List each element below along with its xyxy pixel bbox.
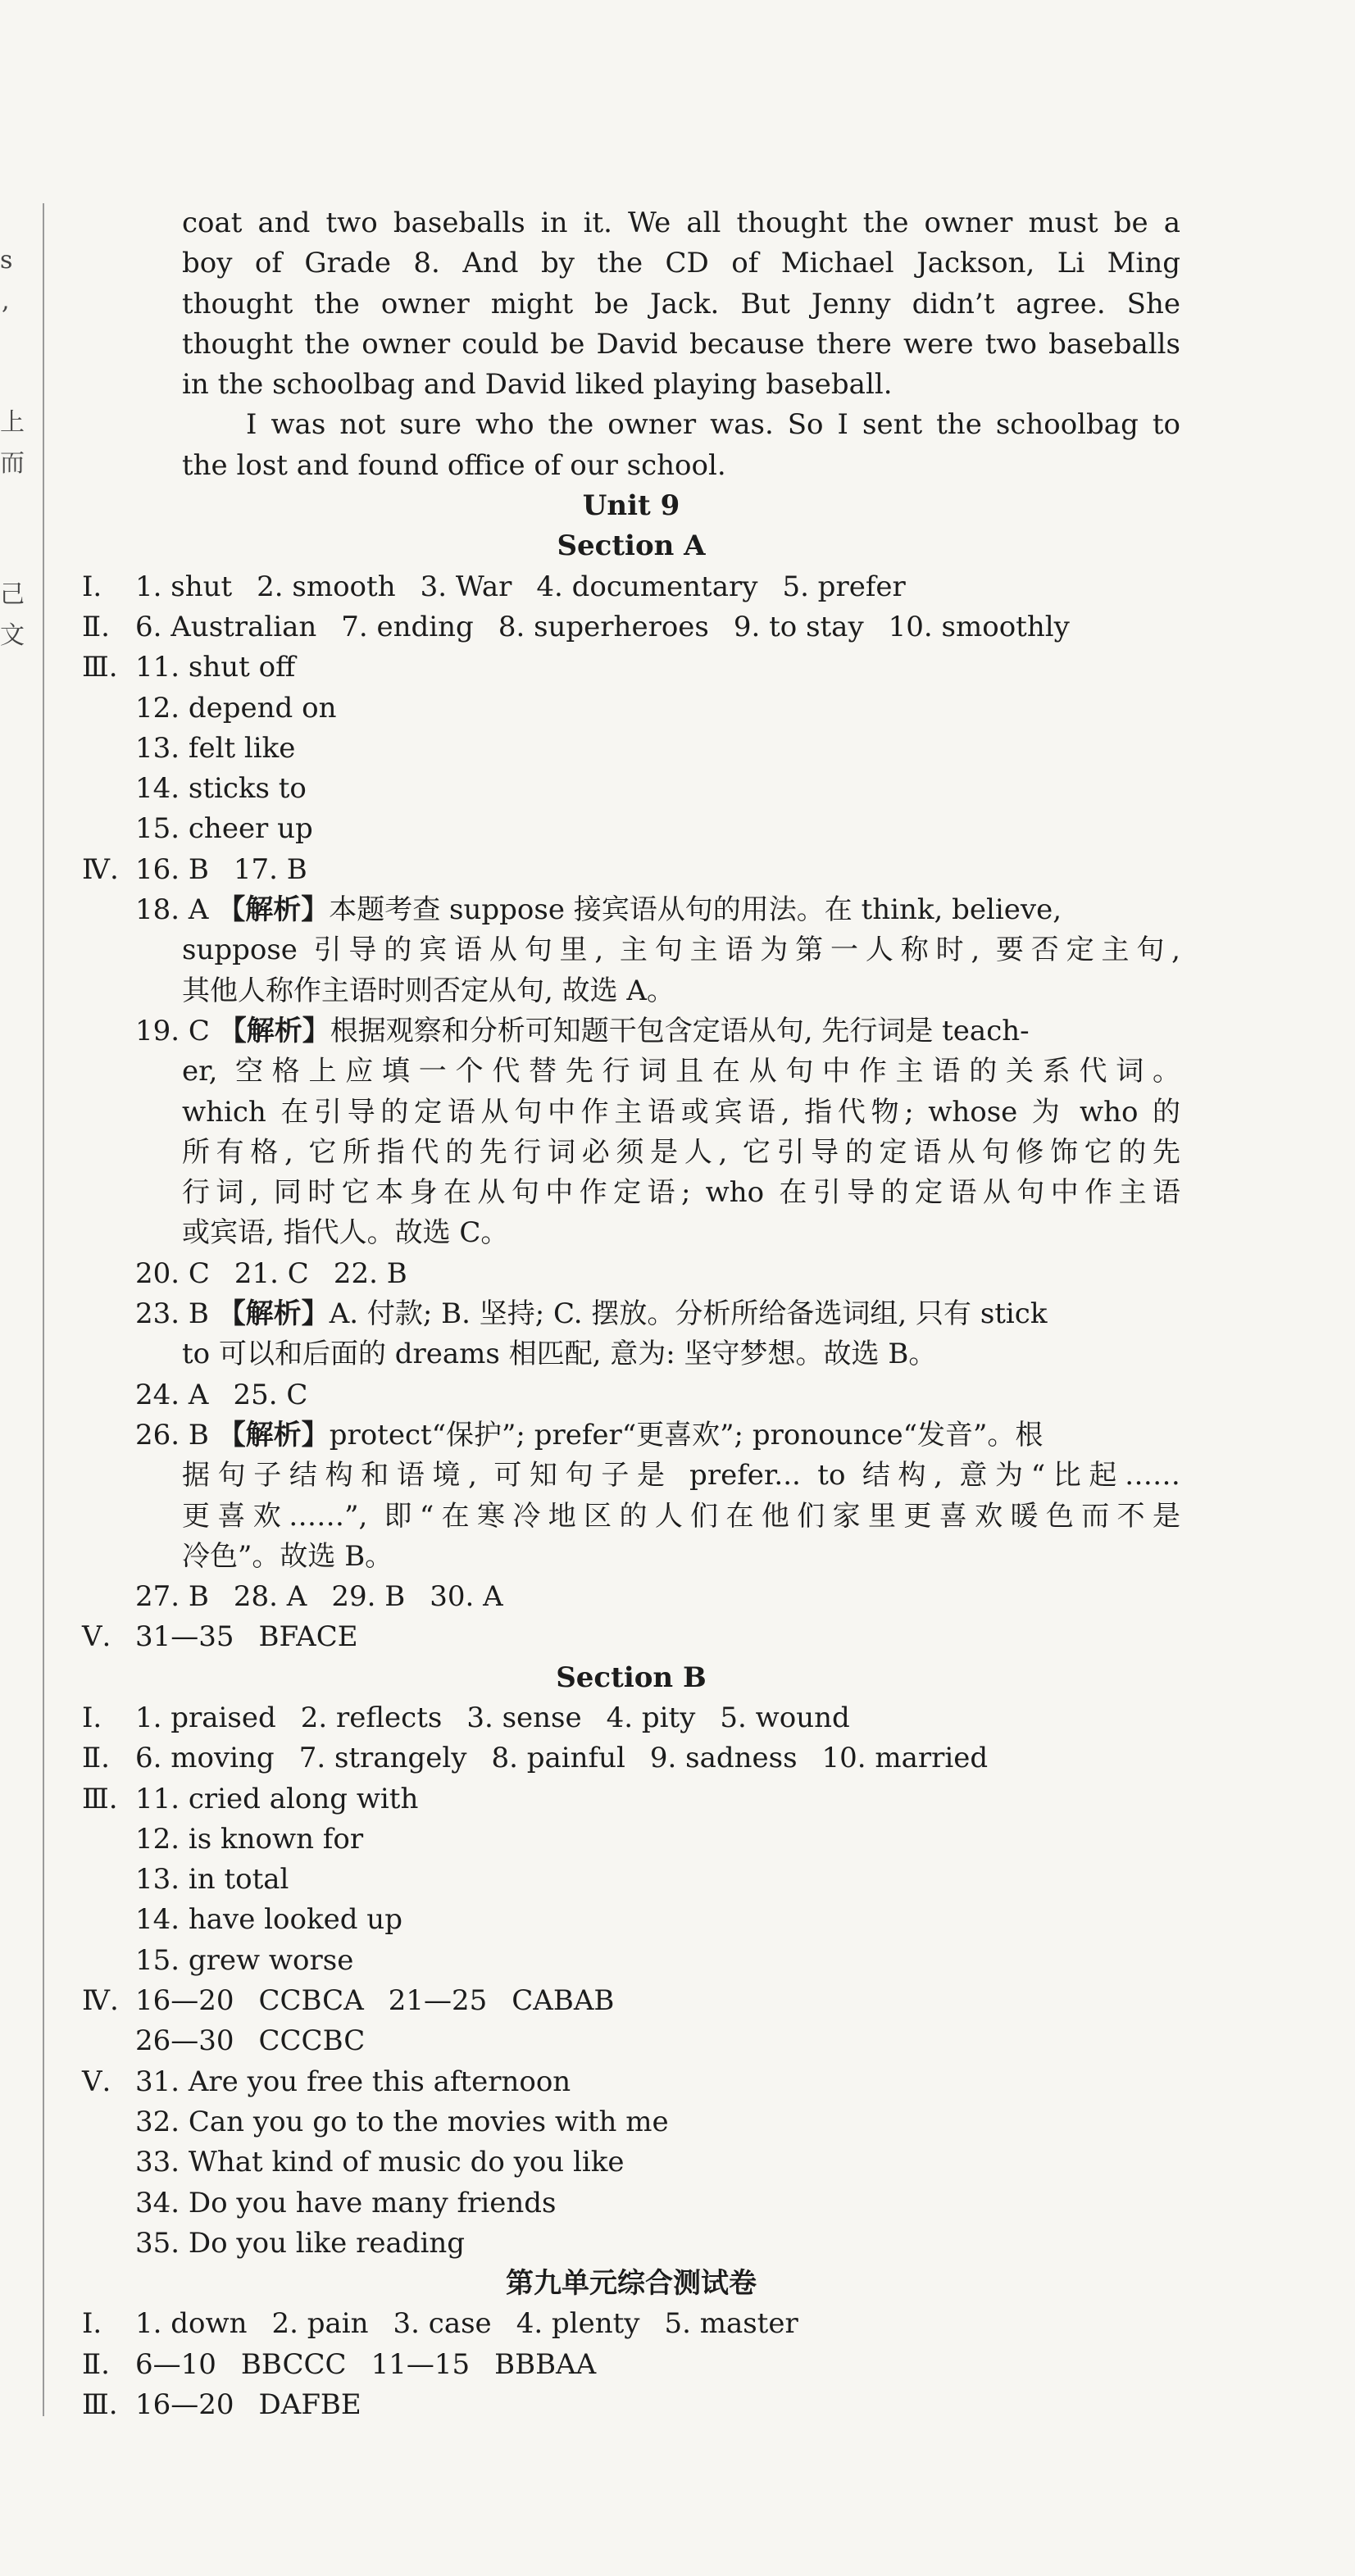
section-b-part-3 — [82, 1779, 1180, 1820]
explanation-line: to 可以和后面的 dreams 相匹配, 意为: 坚守梦想。故选 B。 — [182, 1338, 937, 1371]
answer: 31—35 — [135, 1620, 234, 1654]
part-numeral: Ⅰ. — [82, 570, 102, 603]
section-b-title: Section B — [556, 1661, 707, 1694]
section-b-part-1 — [82, 1698, 1180, 1738]
answer: CABAB — [512, 1984, 615, 2018]
margin-fragment: s — [0, 246, 13, 275]
passage-line: boy of Grade 8. And by the CD of Michael Jackson, Li Ming — [182, 247, 1180, 280]
explanation-23 — [82, 1294, 1180, 1334]
answer: 6—10 — [135, 2347, 216, 2381]
answer: 21. C — [234, 1256, 309, 1290]
test-part-2 — [82, 2345, 1180, 2385]
answer: DAFBE — [258, 2388, 361, 2422]
answer: 28. A — [233, 1580, 307, 1614]
part-numeral: Ⅰ. — [82, 1701, 102, 1734]
explanation-line: 更喜欢……”, 即“在寒冷地区的人们在他们家里更喜欢暖色而不是 — [182, 1499, 1180, 1533]
answer: 16—20 — [135, 2388, 234, 2422]
explanation-line: 或宾语, 指代人。故选 C。 — [182, 1216, 509, 1250]
answer: 31. Are you free this afternoon — [135, 2065, 571, 2098]
answer: 18. A — [135, 893, 209, 927]
test-title: 第九单元综合测试卷 — [506, 2267, 757, 2301]
answer: 8. painful — [491, 1742, 625, 1775]
margin-fragment: 而 — [0, 449, 25, 478]
part-numeral: Ⅴ. — [82, 1620, 111, 1654]
answer: 1. down — [135, 2307, 248, 2341]
answer: 9. sadness — [649, 1742, 798, 1775]
part-numeral: Ⅲ. — [82, 2388, 118, 2422]
explanation-26 — [82, 1415, 1180, 1456]
passage-line: in the schoolbag and David liked playing baseball. — [182, 368, 893, 402]
section-b-part-5 — [82, 2062, 1180, 2102]
answer: 1. shut — [135, 570, 233, 603]
passage-line: thought the owner could be David because there were two baseballs — [182, 327, 1180, 361]
margin-fragment: 文 — [0, 621, 25, 650]
margin-fragment: 己 — [0, 580, 25, 609]
answer-line: 12. depend on — [135, 691, 337, 725]
answer: 11. shut off — [135, 651, 296, 684]
section-a-part-2 — [82, 607, 1180, 647]
answer: 10. married — [821, 1742, 989, 1775]
part-numeral: Ⅱ. — [82, 610, 110, 643]
answer: 27. B — [135, 1580, 209, 1614]
section-a-part-3 — [82, 647, 1180, 688]
answer: 1. praised — [135, 1701, 276, 1734]
passage-line: the lost and found office of our school. — [182, 448, 726, 482]
passage-line: I was not sure who the owner was. So I sent the schoolbag to — [246, 408, 1180, 442]
explanation-text: A. 付款; B. 坚持; C. 摆放。分析所给备选词组, 只有 stick — [329, 1297, 1048, 1331]
answer: 25. C — [233, 1378, 308, 1411]
analysis-tag: 【解析】 — [217, 893, 330, 927]
answer: 2. smooth — [257, 570, 396, 603]
answer: 2. pain — [271, 2307, 369, 2341]
answer: 6. moving — [135, 1742, 275, 1775]
section-a-part-5 — [82, 1617, 1180, 1657]
explanation-line: 其他人称作主语时则否定从句, 故选 A。 — [182, 974, 675, 1007]
part-numeral: Ⅲ. — [82, 1782, 118, 1815]
explanation-text: 本题考查 suppose 接宾语从句的用法。在 think, believe, — [329, 893, 1062, 927]
answer: 9. to stay — [733, 610, 864, 643]
answer-line: 15. grew worse — [135, 1943, 354, 1977]
answer: 6. Australian — [135, 610, 317, 643]
answer: 16—20 — [135, 1984, 234, 2018]
answer: 16. B — [135, 852, 209, 886]
answer-line: 34. Do you have many friends — [135, 2186, 557, 2219]
answer: 2. reflects — [300, 1701, 443, 1734]
answer: 23. B — [135, 1297, 209, 1331]
answer-line: 14. sticks to — [135, 772, 307, 806]
answer: 8. superheroes — [498, 610, 709, 643]
passage-line: coat and two baseballs in it. We all thought the owner must be a — [182, 207, 1180, 239]
answer: 17. B — [233, 852, 307, 886]
section-a-title: Section A — [557, 529, 706, 563]
answer: 20. C — [135, 1256, 210, 1290]
answer: 22. B — [333, 1256, 407, 1290]
answer: 5. master — [664, 2307, 798, 2341]
passage — [82, 203, 1180, 486]
explanation-line: er, 空格上应填一个代替先行词且在从句中作主语的关系代词。 — [182, 1055, 1180, 1088]
unit-title: Unit 9 — [582, 489, 680, 523]
answer: CCBCA — [258, 1984, 364, 2018]
part-numeral: Ⅱ. — [82, 1742, 110, 1775]
part-numeral: Ⅲ. — [82, 651, 118, 684]
answer: 5. prefer — [782, 570, 906, 603]
analysis-tag: 【解析】 — [217, 1418, 330, 1452]
part-numeral: Ⅳ. — [82, 1984, 119, 2018]
answer: 3. sense — [466, 1701, 582, 1734]
answer: BBCCC — [240, 2347, 347, 2381]
answer: 21—25 — [388, 1984, 488, 2018]
section-a-part-1 — [82, 567, 1180, 607]
answer: 30. A — [430, 1580, 503, 1614]
explanation-line: 所有格, 它所指代的先行词必须是人, 它引导的定语从句修饰它的先 — [182, 1135, 1180, 1169]
answer: 26. B — [135, 1418, 209, 1452]
margin-rule — [43, 203, 44, 2416]
answer-line: 15. cheer up — [135, 812, 313, 846]
answer: 7. strangely — [298, 1742, 467, 1775]
explanation-line: 冷色”。故选 B。 — [182, 1539, 393, 1573]
answer: 3. War — [420, 570, 512, 603]
test-part-3 — [82, 2385, 1180, 2425]
explanation-text: protect“保护”; prefer“更喜欢”; pronounce“发音”。根 — [329, 1418, 1044, 1452]
answer: 11. cried along with — [135, 1782, 419, 1815]
answer-line: 32. Can you go to the movies with me — [135, 2105, 669, 2138]
answer-line: 12. is known for — [135, 1822, 364, 1856]
answers-24-25 — [82, 1375, 1180, 1415]
answers-27-30 — [82, 1577, 1180, 1617]
section-b-part-2 — [82, 1738, 1180, 1779]
answer: 29. B — [331, 1580, 406, 1614]
analysis-tag: 【解析】 — [217, 1297, 330, 1331]
answer-line: 33. What kind of music do you like — [135, 2146, 625, 2179]
answer-line: 13. in total — [135, 1863, 289, 1897]
answer: 5. wound — [720, 1701, 850, 1734]
part-numeral: Ⅰ. — [82, 2307, 102, 2341]
answer: 24. A — [135, 1378, 209, 1411]
margin-fragment: , — [2, 287, 10, 316]
answer: 7. ending — [341, 610, 474, 643]
part-numeral: Ⅳ. — [82, 852, 119, 886]
margin-fragment: 上 — [0, 408, 25, 437]
answer: 4. plenty — [516, 2307, 640, 2341]
answer: 4. pity — [606, 1701, 696, 1734]
part-numeral: Ⅱ. — [82, 2347, 110, 2381]
answer: 11—15 — [371, 2347, 471, 2381]
part-numeral: Ⅴ. — [82, 2065, 111, 2098]
explanation-line: 行词, 同时它本身在从句中作定语; who 在引导的定语从句中作主语 — [182, 1176, 1180, 1210]
explanation-18 — [82, 890, 1180, 930]
explanation-line: 据句子结构和语境, 可知句子是 prefer... to 结构, 意为“比起…… — [182, 1459, 1180, 1492]
section-a-part-4 — [82, 850, 1180, 890]
answer: 10. smoothly — [888, 610, 1070, 643]
answer: 3. case — [393, 2307, 492, 2341]
answer-line: 35. Do you like reading — [135, 2226, 466, 2260]
explanation-19 — [82, 1011, 1180, 1052]
answer: 19. C — [135, 1014, 210, 1047]
answer: BFACE — [258, 1620, 358, 1654]
analysis-tag: 【解析】 — [218, 1014, 330, 1047]
answer: BBBAA — [494, 2347, 597, 2381]
answer-page — [82, 203, 1180, 2425]
answer-line — [82, 2021, 1180, 2061]
test-part-1 — [82, 2304, 1180, 2344]
answer-line: 14. have looked up — [135, 1903, 402, 1937]
answers-20-22 — [82, 1254, 1180, 1294]
passage-line: thought the owner might be Jack. But Jenny didn’t agree. She — [182, 287, 1180, 320]
answer: 4. documentary — [536, 570, 758, 603]
answer: 26—30 — [135, 2024, 234, 2058]
explanation-text: 根据观察和分析可知题干包含定语从句, 先行词是 teach- — [330, 1014, 1030, 1047]
explanation-line: which 在引导的定语从句中作主语或宾语, 指代物; whose 为 who 的 — [182, 1095, 1180, 1129]
section-b-part-4 — [82, 1981, 1180, 2021]
answer-line: 13. felt like — [135, 731, 296, 765]
explanation-line: suppose 引导的宾语从句里, 主句主语为第一人称时, 要否定主句, — [182, 934, 1180, 967]
answer: CCCBC — [258, 2024, 366, 2058]
